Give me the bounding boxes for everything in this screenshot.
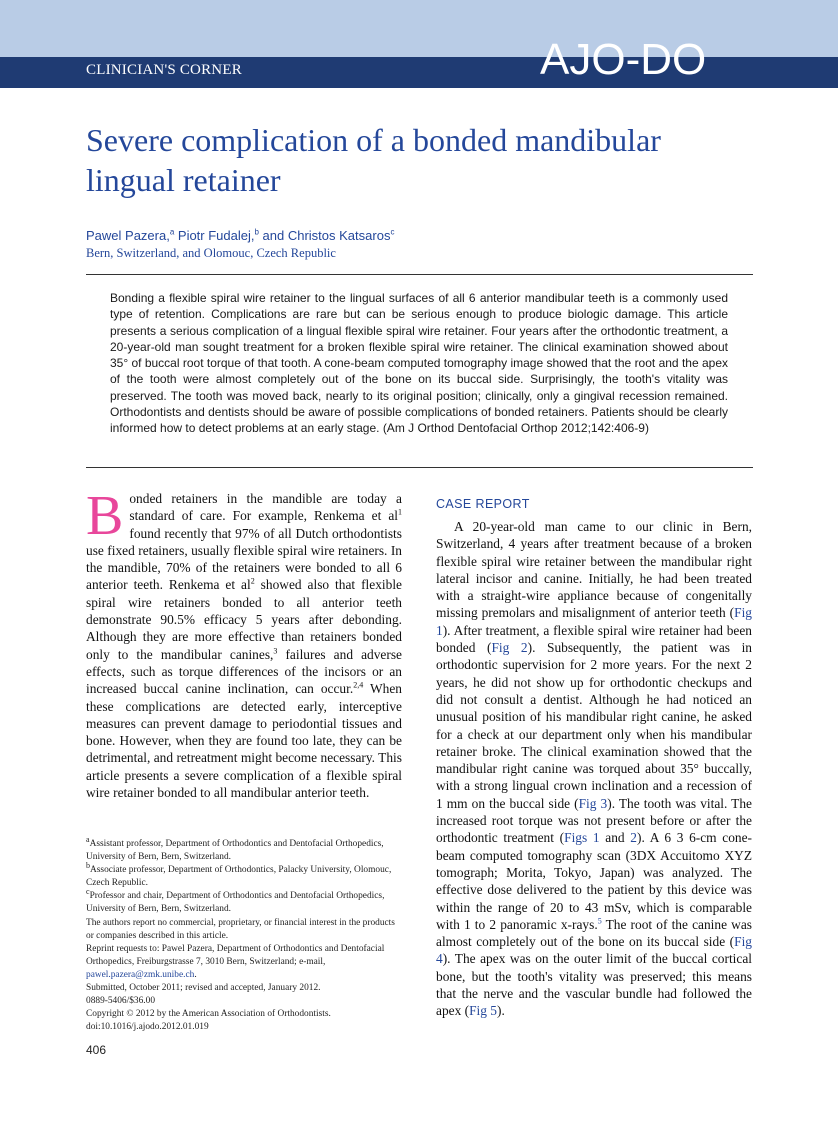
figure-link[interactable]: 2: [630, 830, 637, 846]
author-affil-mark: a: [169, 227, 175, 237]
intro-text: failures and adverse effects, such as torque differences of the incisors or an increased buccal canine inclination, can occur.: [86, 646, 402, 697]
intro-text: found recently that 97% of all Dutch orthodontists use fixed retainers, usually flexible spiral wire retainers. In the mandible, 70% of the retainers were bonded to all 6 anterior teeth. Renkema et al: [86, 525, 402, 593]
citation-link[interactable]: 1: [398, 507, 402, 517]
figure-link[interactable]: Fig 1: [436, 605, 752, 638]
abstract-bottom-rule: [86, 467, 753, 468]
affiliation: Bern, Switzerland, and Olomouc, Czech Republic: [86, 246, 336, 260]
author-name[interactable]: Piotr Fudalej,: [174, 228, 255, 243]
section-heading: CASE REPORT: [436, 497, 530, 511]
citation-link[interactable]: 2,4: [353, 680, 364, 690]
intro-paragraph: [86, 485, 402, 801]
reprint-note: Reprint requests to: Pawel Pazera, Department of Orthodontics and Dentofacial Orthopedics, Freiburgstrasse 7, 3010 Bern, Switzerland; e-mail, pawel.pazera@zmk.unibe.ch.: [86, 943, 385, 980]
footnotes: [86, 834, 402, 1034]
author-email-link[interactable]: pawel.pazera@zmk.unibe.ch: [86, 969, 195, 980]
figure-link[interactable]: Fig 2: [491, 640, 528, 656]
section-label: CLINICIAN'S CORNER: [86, 62, 242, 78]
copyright: Copyright © 2012 by the American Association of Orthodontists.: [86, 1009, 331, 1020]
page-number: 406: [86, 1043, 107, 1057]
footnote-a: $^a$Assistant professor, Department of Orthodontics and Dentofacial Orthopedics, University of Bern, Bern, Switzerland.: [86, 834, 384, 863]
author-name[interactable]: and Christos Katsaros: [258, 228, 391, 243]
author-affil-mark: c: [390, 227, 395, 237]
submission-dates: Submitted, October 2011; revised and accepted, January 2012.: [86, 983, 321, 994]
abstract-top-rule: [86, 274, 753, 275]
figure-link[interactable]: Fig 5: [469, 1003, 497, 1019]
footnote-c: $^c$Professor and chair, Department of Orthodontics and Dentofacial Orthopedics, University of Bern, Bern, Switzerland.: [86, 887, 385, 915]
article-title: Severe complication of a bonded mandibular lingual retainer: [86, 122, 661, 198]
abstract: Bonding a flexible spiral wire retainer to the lingual surfaces of all 6 anterior mandibular teeth is a commonly used type of retention. Complications are rare but can be serious enough to produce biologic damage. This article presents a serious complication of a lingual flexible spiral wire retainer. Four years after the orthodontic treatment, a 20-year-old man sought treatment for a broken flexible spiral wire retainer. The clinical examination showed about 35° of buccal root torque of that tooth. A cone-beam computed tomography image showed that the root and the apex of the tooth were almost completely out of the bone on its buccal side. Surprisingly, the tooth's vitality was preserved. The tooth was moved back, nearly to its original position; clinically, only a gingival recession remained. Orthodontists and dentists should be aware of possible complications of bonded retainers. Patients should be clearly informed how to detect problems at an early stage. (Am J Orthod Dentofacial Orthop 2012;142:406-9): [110, 291, 728, 436]
journal-logo: AJO-DO: [540, 35, 707, 84]
citation-link[interactable]: 2: [250, 577, 255, 587]
figure-link[interactable]: Fig 4: [436, 934, 752, 967]
figure-link[interactable]: Fig 3: [578, 795, 608, 811]
doi: doi:10.1016/j.ajodo.2012.01.019: [86, 1022, 209, 1033]
intro-column: [86, 485, 402, 801]
intro-text: showed also that flexible spiral wire retainers bonded to all anterior teeth demonstrate 90.5% efficacy 5 years after debonding. Although they are more effective than retainers bonded only to the mandibular canines,: [86, 577, 402, 662]
author-affil-mark: b: [254, 227, 259, 237]
intro-text: When these complications are detected early, interceptive measures can prevent damage to periodontial tissues and bone. However, when they are found too late, they can be detrimental, and retreatment might become necessary. This article presents a severe complication of a flexible spiral wire retainer bonded to all mandibular anterior teeth.: [86, 681, 402, 801]
intro-text: onded retainers in the mandible are today a standard of care. For example, Renkema et al: [129, 491, 402, 524]
disclosure-note: The authors report no commercial, proprietary, or financial interest in the products or companies described in this article.: [86, 917, 395, 941]
citation-link[interactable]: 5: [597, 916, 602, 926]
citation-link[interactable]: 3: [273, 646, 278, 656]
figure-link[interactable]: Figs 1: [564, 830, 600, 846]
issn: 0889-5406/$36.00: [86, 996, 156, 1007]
author-list: [86, 228, 394, 243]
drop-cap: B: [86, 485, 124, 547]
header-band: [0, 0, 838, 57]
case-report-column: [436, 518, 752, 1020]
case-report-paragraph: A 20-year-old man came to our clinic in Bern, Switzerland, 4 years after treatment because of a broken flexible spiral wire retainer between the mandibular right lateral incisor and canine. Initially, he had been treated with a straight-wire appliance because of congenitally missing premolars and misalignment of anterior teeth (Fig 1). After treatment, a flexible spiral wire retainer had been bonded (Fig 2). Subsequently, the patient was in orthodontic supervision for 2 more years. For the next 2 years, he did not show up for orthodontic checkups and did not consult a dentist. Although he had noticed an unusual position of his mandibular right canine, he asked for a check at our department only when his mandibular retainer broke. The clinical examination showed that the mandibular right canine was torqued about 35° buccally, with a strong lingual crown inclination and a recession of 1 mm on the buccal side (Fig 3). The tooth was vital. The increased root torque was not present before or after the orthodontic treatment (Figs 1 and 2). A 6 3 6-cm cone-beam computed tomography scan (3DX Accuitomo XYZ tomograph; Morita, Tokyo, Japan) was analyzed. The effective dose delivered to the patient by this device was within the range of 20 to 43 mSv, which is comparable with 1 to 2 panoramic x-rays.$^5$ The root of the canine was almost completely out of the bone on its buccal side (Fig 4). The apex was on the outer limit of the buccal cortical bone, but the tooth's vitality was preserved; this means that the nerve and the vascular bundle had followed the apex (Fig 5).: [436, 519, 753, 1019]
footnote-b: $^b$Associate professor, Department of Orthodontics, Palacky University, Olomouc, Czech Republic.: [86, 861, 392, 889]
author-name[interactable]: Pawel Pazera,: [86, 228, 170, 243]
